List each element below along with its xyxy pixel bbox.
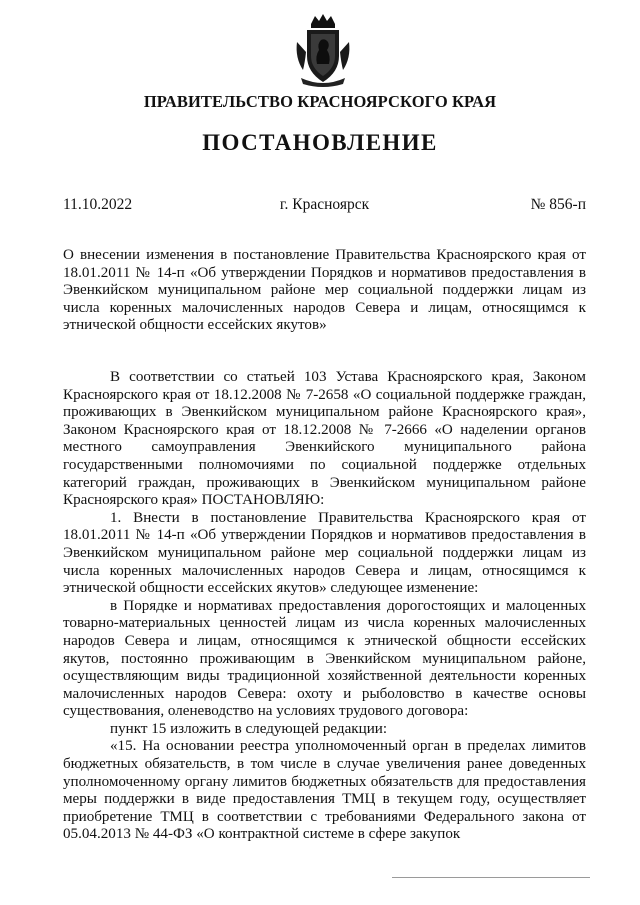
organization-name: ПРАВИТЕЛЬСТВО КРАСНОЯРСКОГО КРАЯ	[143, 92, 497, 111]
clause-15-paragraph: «15. На основании реестра уполномоченный орган в пределах лимитов бюджетных обязательств, в том числе в случае увеличения ранее доведенных уполномоченному органу лимитов бюджетных обязательств для предоставления меры поддержки в виде предоставления ТМЦ в текущем году, осуществляет приобретение ТМЦ в соответствии с требованиями Федерального закона от 05.04.2013 № 44-ФЗ «О контрактной системе в сфере закупок	[63, 738, 586, 843]
document-title	[63, 247, 586, 335]
footer-rule	[392, 877, 590, 878]
item-1-paragraph: 1. Внести в постановление Правительства Красноярского края от 18.01.2011 № 14-п «Об утверждении Порядков и нормативов предоставления в Эвенкийском муниципальном районе мер социальной поддержки лицам из числа коренных малочисленных народов Севера и лицам, относящимся к этнической общности ессейских якутов» следующее изменение:	[63, 509, 586, 597]
clause-intro-paragraph: пункт 15 изложить в следующей редакции:	[110, 720, 388, 737]
document-number: № 856-п	[530, 196, 586, 213]
title-text: О внесении изменения в постановление Правительства Красноярского края от 18.01.2011 № 14-п «Об утверждении Порядков и нормативов предоставления в Эвенкийском муниципальном районе мер социальной поддержки лицам из числа коренных малочисленных народов Севера и лицам, относящимся к этнической общности ессейских якутов»	[63, 247, 586, 334]
document-date: 11.10.2022	[63, 196, 133, 213]
preamble-paragraph: В соответствии со статьей 103 Устава Красноярского края, Законом Красноярского края от 18.12.2008 № 7-2658 «О социальной поддержке граждан, проживающих в Эвенкийском муниципальном районе Красноярского края», Законом Красноярского края от 18.12.2008 № 7-2666 «О наделении органов местного самоуправления Эвенкийского муниципального района государственными полномочиями по социальной поддержке отдельных категорий граждан, проживающих в Эвенкийском муниципальном районе Красноярского края» ПОСТАНОВЛЯЮ:	[63, 369, 586, 509]
document-body	[63, 369, 586, 844]
document-type: ПОСТАНОВЛЕНИЕ	[202, 130, 438, 155]
document-city: г. Красноярск	[279, 196, 370, 213]
document-meta	[63, 196, 586, 216]
procedure-paragraph: в Порядке и нормативах предоставления дорогостоящих и малоценных товарно-материальных ценностей лицам из числа коренных малочисленных народов Севера и лицам, относящимся к этнической общности ессейских якутов, постоянно проживающим в Эвенкийском муниципальном районе, осуществляющим виды традиционной хозяйственной деятельности коренных малочисленных народов Севера: охоту и рыболовство в качестве основы существования, оленеводство на условиях трудового договора:	[63, 597, 586, 720]
coat-of-arms-icon	[293, 12, 353, 88]
